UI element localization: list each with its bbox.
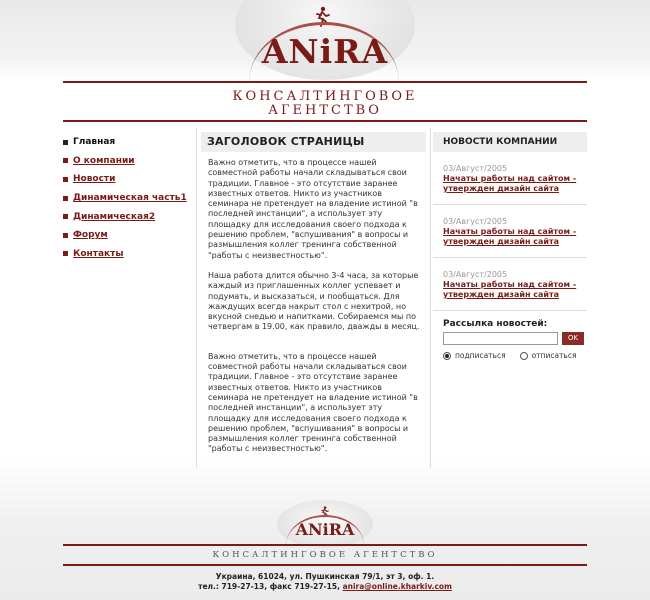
footer-phones: тел.: 719-27-13, факс 719-27-15, xyxy=(198,582,340,591)
page-wrapper xyxy=(63,0,587,600)
paragraph: Наша работа длится обычно 3-4 часа, за которые каждый из приглашенных коллег успевает и подумать, и высказаться, и пообщаться. Для жаждущих всегда накрыт стол с нехитрой, но вкусной снедью и напитками. Собираемся мы по четвергам в 19.00, как правило, дважды в месяц. xyxy=(208,270,420,332)
left-navigation xyxy=(63,133,193,263)
footer-address-block xyxy=(63,572,587,592)
footer-email-link[interactable]: anira@online.kharkiv.com xyxy=(342,582,452,591)
newsletter-form xyxy=(433,311,587,360)
footer-divider xyxy=(63,564,587,566)
news-date: 03/Август/2005 xyxy=(443,164,508,173)
footer-logo: ANiRA xyxy=(295,520,355,539)
news-title: НОВОСТИ КОМПАНИИ xyxy=(433,132,587,152)
right-sidebar xyxy=(433,128,587,360)
nav-item-dynamic1[interactable]: Динамическая часть1 xyxy=(63,189,193,208)
header xyxy=(63,0,587,120)
nav-item-news[interactable]: Новости xyxy=(63,170,193,189)
nav-item-home[interactable]: Главная xyxy=(63,133,193,152)
main-content xyxy=(196,128,431,468)
news-date: 03/Август/2005 xyxy=(443,217,508,226)
agency-line1: КОНСАЛТИНГОВОЕ xyxy=(232,89,418,104)
bullet-icon xyxy=(63,196,68,201)
nav-item-dynamic2[interactable]: Динамическая2 xyxy=(63,207,193,226)
newsletter-row xyxy=(443,332,587,345)
news-item xyxy=(433,258,587,311)
news-link[interactable]: Начаты работы над сайтом - утвержден дизайн сайта xyxy=(443,174,577,193)
radio-checked-icon[interactable] xyxy=(443,352,451,360)
nav-item-about[interactable]: О компании xyxy=(63,152,193,171)
news-link[interactable]: Начаты работы над сайтом - утвержден дизайн сайта xyxy=(443,227,577,246)
bullet-icon xyxy=(63,158,68,163)
news-item xyxy=(433,152,587,205)
bullet-icon xyxy=(63,177,68,182)
page-title: ЗАГОЛОВОК СТРАНИЦЫ xyxy=(201,132,426,152)
subscribe-options xyxy=(443,351,587,360)
agency-line2: АГЕНТСТВО xyxy=(268,103,382,118)
paragraph: Важно отметить, что в процессе нашей совместной работы начали складываться свои традиции. Главное - это отсутствие заранее известных ответов. Никто из участников семинара не претендует на владение истиной "в последней инстанции", а использует эту площадку для исследования своего подхода к решению проблем, "вспушивания" в вопросы и размышления коллег тренинга собственной "работы с неизвестностью". xyxy=(208,158,418,260)
nav-item-forum[interactable]: Форум xyxy=(63,226,193,245)
bullet-icon xyxy=(63,214,68,219)
newsletter-email-input[interactable] xyxy=(443,332,558,345)
radio-unchecked-icon[interactable] xyxy=(520,352,528,360)
paragraph: Важно отметить, что в процессе нашей совместной работы начали складываться свои традиции. Главное - это отсутствие заранее известных ответов. Никто из участников семинара не претендует на владение истиной "в последней инстанции", а использует эту площадку для исследования своего подхода к решению проблем, "вспушивания" в вопросы и размышления коллег тренинга собственной "работы с неизвестностью". xyxy=(208,351,418,454)
news-date: 03/Август/2005 xyxy=(443,270,508,279)
footer-contacts xyxy=(63,582,587,592)
bullet-icon xyxy=(63,251,68,256)
footer-agency: КОНСАЛТИНГОВОЕ АГЕНТСТВО xyxy=(212,550,438,560)
logo[interactable]: ANiRA xyxy=(261,32,389,71)
footer xyxy=(63,500,587,600)
subscribe-radio[interactable]: подписаться xyxy=(443,351,506,360)
subscribe-ok-button[interactable]: OK xyxy=(562,332,584,345)
unsubscribe-radio[interactable]: отписаться xyxy=(520,351,577,360)
news-link[interactable]: Начаты работы над сайтом - утвержден дизайн сайта xyxy=(443,280,577,299)
newsletter-label: Рассылка новостей: xyxy=(443,319,548,329)
footer-divider xyxy=(63,544,587,546)
nav-item-contacts[interactable]: Контакты xyxy=(63,245,193,264)
bullet-icon xyxy=(63,233,68,238)
bullet-icon xyxy=(63,140,68,145)
header-divider-top xyxy=(63,81,587,83)
header-divider-bottom xyxy=(63,120,587,122)
news-item xyxy=(433,205,587,258)
footer-address: Украина, 61024, ул. Пушкинская 79/1, эт 3, оф. 1. xyxy=(215,572,435,581)
